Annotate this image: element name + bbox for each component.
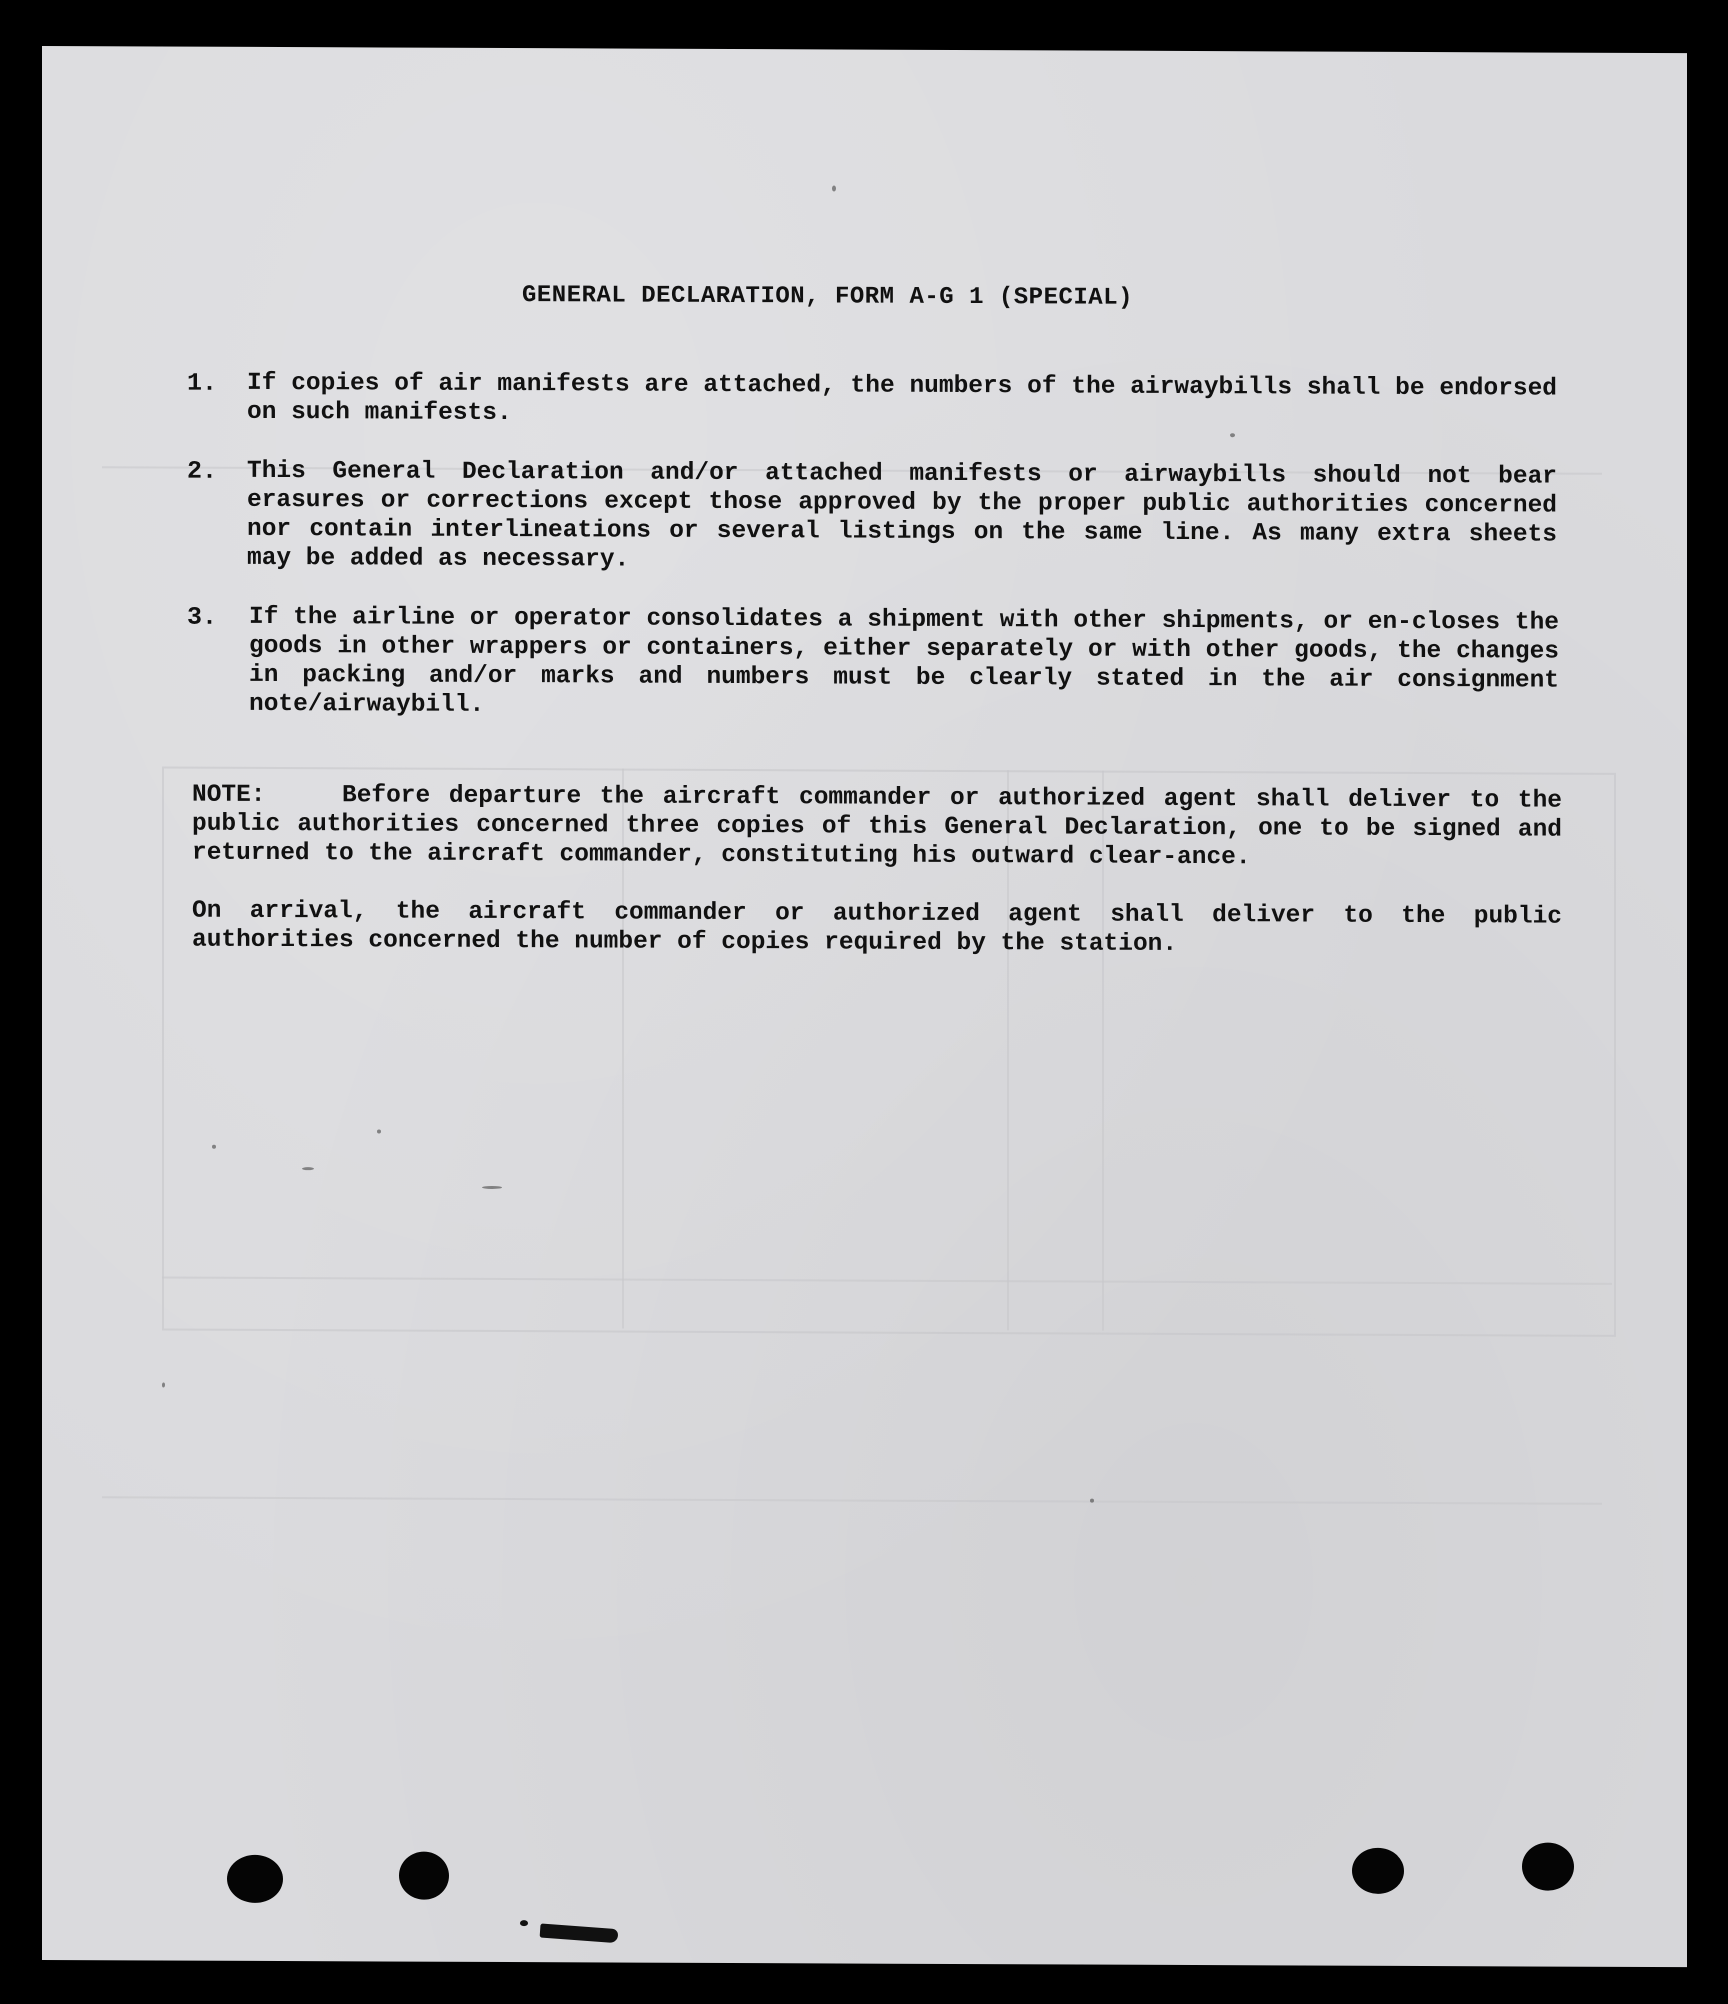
item-number: 2. (187, 456, 218, 486)
ink-smear (540, 1923, 619, 1943)
ink-speck (162, 1383, 165, 1388)
item-text: If the airline or operator consolidates a shipment with other shipments, or en-closes the goods in other wrappers or containers, either separately or with other goods, the changes in packing and/or marks and numbers must be clearly stated in the air consignment note/airwaybill. (249, 603, 1559, 719)
item-text: If copies of air manifests are attached, the numbers of the airwaybills shall be endorsed on such manifests. (247, 369, 1557, 428)
punch-hole (1352, 1848, 1404, 1894)
punch-hole (227, 1855, 283, 1903)
list-item (187, 603, 1567, 729)
ink-speck (1090, 1499, 1094, 1503)
punch-hole (399, 1852, 449, 1900)
note-text: Before departure the aircraft commander or authorized agent shall deliver to the public authorities concerned three copies of this General Declaration, one to be signed and returned to the aircraft commander, constituting his outward clear-ance. (192, 782, 1562, 872)
page-title: GENERAL DECLARATION, FORM A-G 1 (SPECIAL) (522, 282, 1133, 312)
note-paragraph (192, 781, 1562, 874)
document-page (42, 46, 1687, 1967)
ink-speck (482, 1186, 502, 1189)
punch-hole (1522, 1842, 1574, 1890)
note-section (192, 781, 1562, 990)
item-number: 3. (187, 602, 218, 632)
ink-speck (212, 1145, 216, 1149)
ink-speck (302, 1167, 314, 1170)
item-number: 1. (187, 368, 218, 398)
bleed-through-rule (102, 1496, 1602, 1505)
item-text: This General Declaration and/or attached manifests or airwaybills should not bear erasures or corrections except those approved by the proper public authorities concerned nor contain interlineations or several listings on the same line. As many extra sheets may be added as necessary. (247, 457, 1557, 574)
list-item (187, 457, 1567, 583)
note-label: NOTE: (192, 781, 266, 809)
ink-speck (1230, 433, 1235, 437)
arrival-paragraph: On arrival, the aircraft commander or authorized agent shall deliver to the public authorities concerned the number of copies required by the station. (192, 897, 1562, 958)
ink-speck (377, 1129, 381, 1133)
ink-speck (832, 185, 836, 191)
ink-smear (520, 1920, 528, 1926)
list-item (187, 369, 1567, 435)
